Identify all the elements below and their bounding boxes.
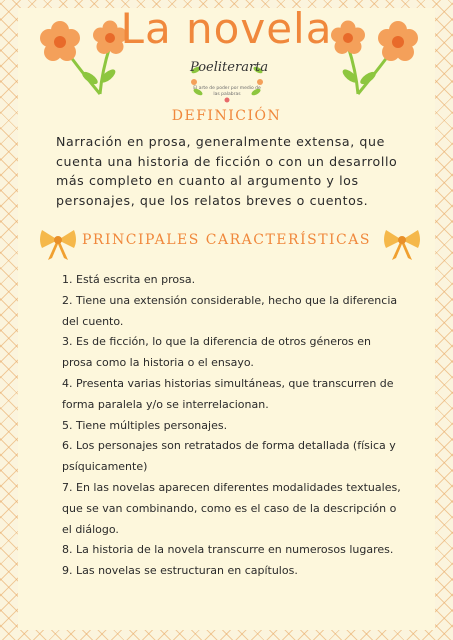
list-item: 2. Tiene una extensión considerable, hecho que la diferencia del cuento.: [62, 293, 398, 328]
logo: [190, 58, 269, 104]
characteristics-heading: PRINCIPALES CARACTERÍSTICAS: [82, 232, 371, 248]
page-title: La novela: [120, 4, 333, 53]
list-item: 9. Las novelas se estructuran en capítulos.: [62, 564, 298, 578]
logo-name: Poeliterarta: [190, 60, 269, 75]
definition-text: Narración en prosa, generalmente extensa, que cuenta una historia de ficción o con un desarrollo más completo en cuanto al argumento y los personajes, que los relatos breves o cuentos.: [56, 134, 398, 208]
list-item: 8. La historia de la novela transcurre en numerosos lugares.: [62, 543, 394, 557]
logo-tagline: El arte de poder por medio de las palabras: [193, 86, 261, 97]
definition-heading: DEFINICIÓN: [171, 108, 282, 124]
list-item: 3. Es de ficción, lo que la diferencia de otros géneros en prosa como la historia o el ensayo.: [62, 335, 372, 370]
list-item: 7. En las novelas aparecen diferentes modalidades textuales, que se van combinando, como es el caso de la descripción o el diálogo.: [62, 480, 401, 536]
list-item: 6. Los personajes son retratados de forma detallada (física y psíquicamente): [62, 439, 396, 474]
characteristics-list: [62, 270, 402, 582]
list-item: 5. Tiene múltiples personajes.: [62, 418, 228, 432]
list-item: 1. Está escrita en prosa.: [62, 273, 196, 286]
list-item: 4. Presenta varias historias simultáneas, que transcurren de forma paralela y/o se interrelacionan.: [62, 376, 394, 411]
